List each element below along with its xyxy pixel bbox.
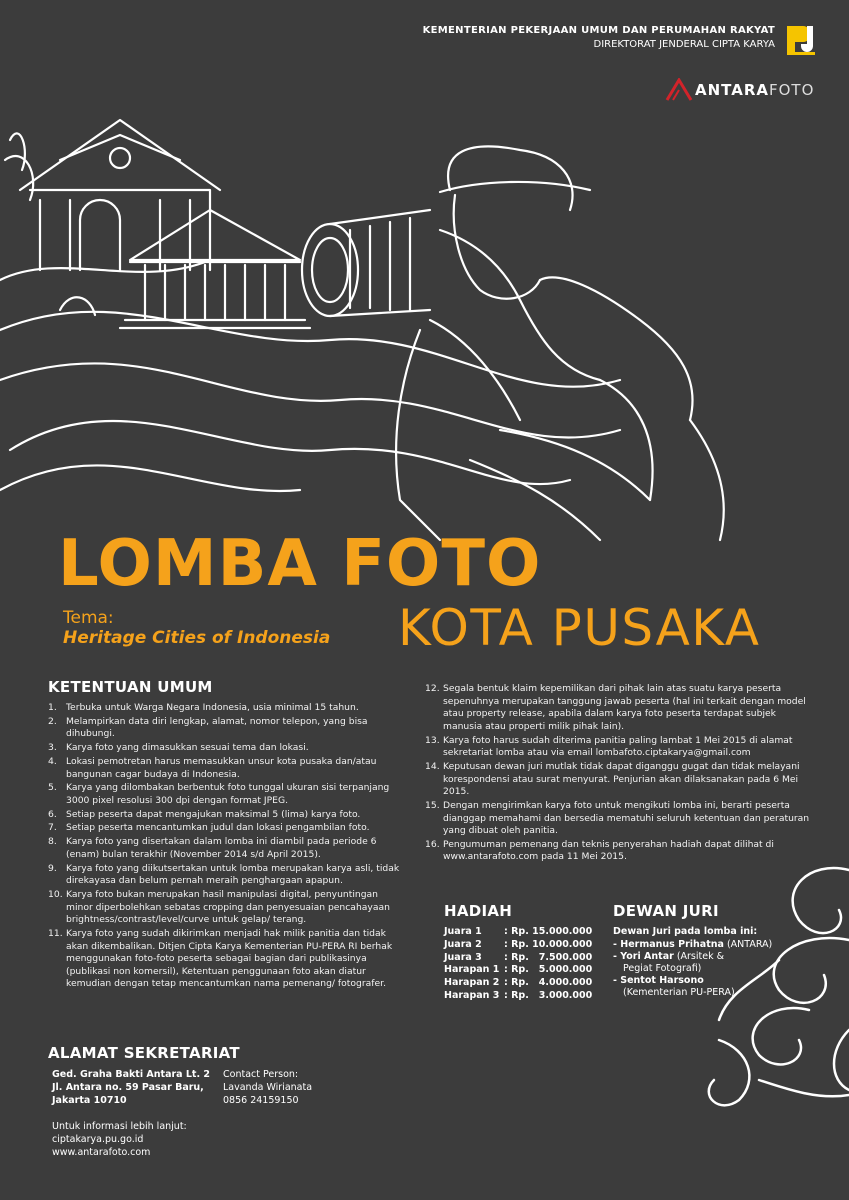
rule-item xyxy=(425,800,817,838)
jury-member-affiliation: (Kementerian PU-PERA) xyxy=(623,986,735,998)
prize-row xyxy=(444,926,614,939)
rules-list-right xyxy=(425,683,817,864)
rule-item xyxy=(48,782,406,807)
rule-number: 3. xyxy=(48,742,57,754)
theme-label: Tema: xyxy=(63,608,114,628)
secretariat-heading: ALAMAT SEKRETARIAT xyxy=(48,1044,240,1062)
directorate-name: DIREKTORAT JENDERAL CIPTA KARYA xyxy=(593,39,775,50)
rule-item xyxy=(48,863,406,888)
cloud-ornament xyxy=(659,850,849,1110)
jury-member-name: - Sentot Harsono xyxy=(613,974,704,986)
rules-column-right xyxy=(425,683,817,865)
rule-number: 13. xyxy=(425,734,440,746)
jury-heading: DEWAN JURI xyxy=(613,902,719,920)
address-line: Ged. Graha Bakti Antara Lt. 2 xyxy=(52,1069,210,1080)
prizes-section xyxy=(444,902,614,1003)
rule-number: 14. xyxy=(425,760,440,772)
rule-text: Karya foto yang sudah dikirimkan menjadi hak milik panitia dan tidak akan dikembalikan. Ditjen Cipta Karya Kementerian PU-PERA RI berhak menggunakan foto-foto peserta sebagai bagian dari publikasinya (publikasi non komersil), Ketentuan penggunaan foto akan diatur kemudian dengan tetap mencantumkan nama pemenang/ fotografer. xyxy=(66,927,393,990)
rule-text: Karya foto harus sudah diterima panitia paling lambat 1 Mei 2015 di alamat sekretariat lomba atau via email lombafoto.ciptakarya@gmail.com xyxy=(443,734,793,759)
contact-label: Contact Person: xyxy=(223,1069,299,1080)
rule-number: 15. xyxy=(425,799,440,811)
prize-label: Juara 1 xyxy=(444,926,482,937)
prize-label: Juara 2 xyxy=(444,938,482,950)
prize-label: Harapan 1 xyxy=(444,964,500,976)
rule-number: 6. xyxy=(48,808,57,820)
rule-number: 2. xyxy=(48,715,57,727)
rule-number: 1. xyxy=(48,702,57,713)
prize-row xyxy=(444,939,614,952)
rule-text: Keputusan dewan juri mutlak tidak dapat diganggu gugat dan tidak melayani korespondensi atau surat menyurat. Penjurian akan dilaksanakan pada 6 Mei 2015. xyxy=(443,760,800,798)
prize-amount: : Rp. 10.000.000 xyxy=(504,938,593,950)
prizes-table xyxy=(444,926,614,1003)
secretariat-address xyxy=(52,1068,212,1107)
prize-label: Harapan 3 xyxy=(444,989,500,1001)
subtitle-kota-pusaka: KOTA PUSAKA xyxy=(398,599,761,657)
prize-label: Harapan 2 xyxy=(444,977,500,989)
rule-number: 9. xyxy=(48,862,57,874)
contact-name: Lavanda Wirianata xyxy=(223,1082,313,1093)
rule-text: Terbuka untuk Warga Negara Indonesia, usia minimal 15 tahun. xyxy=(66,702,359,713)
jury-member-detail: (Arsitek & xyxy=(673,950,725,962)
rule-text: Setiap peserta mencantumkan judul dan lokasi pengambilan foto. xyxy=(66,822,370,834)
contact-person xyxy=(223,1068,393,1107)
rule-text: Segala bentuk klaim kepemilikan dari pihak lain atas suatu karya peserta sepenuhnya merupakan tanggung jawab peserta (hal ini terkait dengan model atau property release, apabila dalam karya foto peserta terdapat subjek manusia atau properti milik pihak lain). xyxy=(443,683,806,732)
rule-number: 12. xyxy=(425,683,440,694)
header-institution xyxy=(423,24,775,52)
rules-heading: KETENTUAN UMUM xyxy=(48,678,213,696)
main-title: LOMBA FOTO xyxy=(58,527,542,601)
rule-number: 7. xyxy=(48,822,57,834)
rule-text: Melampirkan data diri lengkap, alamat, nomor telepon, yang bisa dihubungi. xyxy=(66,715,368,740)
website-link-ciptakarya[interactable]: ciptakarya.pu.go.id xyxy=(52,1134,144,1145)
rule-text: Karya foto yang disertakan dalam lomba ini diambil pada periode 6 (enam) bulan terakhir (November 2014 s/d April 2015). xyxy=(66,836,377,860)
rule-text: Karya foto yang dimasukkan sesuai tema dan lokasi. xyxy=(66,742,309,754)
rule-text: Pengumuman pemenang dan teknis penyerahan hadiah dapat dilihat di www.antarafoto.com pada 11 Mei 2015. xyxy=(443,838,774,863)
rule-text: Setiap peserta dapat mengajukan maksimal 5 (lima) karya foto. xyxy=(66,808,361,820)
rule-number: 11. xyxy=(48,927,63,939)
jury-member-name: - Yori Antar xyxy=(613,950,674,962)
prize-amount: : Rp. 7.500.000 xyxy=(504,951,593,963)
prize-row xyxy=(444,964,614,977)
prizes-heading: HADIAH xyxy=(444,902,513,920)
rule-text: Lokasi pemotretan harus memasukkan unsur kota pusaka dan/atau bangunan cagar budaya di Indonesia. xyxy=(66,755,377,780)
address-line: Jakarta 10710 xyxy=(52,1095,127,1106)
pu-logo xyxy=(783,22,819,58)
ministry-name: KEMENTERIAN PEKERJAAN UMUM DAN PERUMAHAN RAKYAT xyxy=(422,25,775,36)
prize-amount: : Rp. 5.000.000 xyxy=(504,964,593,976)
prize-row xyxy=(444,952,614,965)
more-info-label: Untuk informasi lebih lanjut: xyxy=(52,1121,187,1132)
rules-list-left xyxy=(48,702,406,991)
rule-text: Karya foto yang diikutsertakan untuk lomba merupakan karya asli, tidak direkayasa dan belum pernah meraih penghargaan apapun. xyxy=(66,862,400,887)
rule-number: 5. xyxy=(48,782,57,794)
secretariat-section xyxy=(48,1044,408,1158)
antara-logo-text: ANTARAFOTO xyxy=(695,81,815,99)
rule-number: 10. xyxy=(48,889,63,900)
rule-item xyxy=(425,683,817,733)
rule-text: Karya yang dilombakan berbentuk foto tunggal ukuran sisi terpanjang 3000 pixel resolusi 300 dpi dengan format JPEG. xyxy=(66,782,390,806)
photographer-heritage-illustration xyxy=(0,80,849,550)
rule-item xyxy=(48,809,406,822)
prize-row xyxy=(444,990,614,1003)
prize-amount: : Rp. 3.000.000 xyxy=(504,989,593,1001)
rule-item xyxy=(48,928,406,991)
prize-label: Juara 3 xyxy=(444,951,482,963)
rules-column-left xyxy=(48,678,406,992)
rule-number: 8. xyxy=(48,836,57,848)
contact-phone: 0856 24159150 xyxy=(223,1095,299,1106)
rule-number: 16. xyxy=(425,838,440,850)
more-info xyxy=(52,1120,352,1159)
prize-row xyxy=(444,977,614,990)
jury-member-affiliation: Pegiat Fotografi) xyxy=(623,962,702,974)
rule-item xyxy=(48,836,406,861)
prize-amount: : Rp. 15.000.000 xyxy=(504,926,593,937)
website-link-antarafoto[interactable]: www.antarafoto.com xyxy=(52,1147,151,1158)
rule-item xyxy=(48,889,406,927)
rule-item xyxy=(48,756,406,781)
rule-item xyxy=(425,735,817,760)
jury-intro: Dewan Juri pada lomba ini: xyxy=(613,926,758,937)
rule-item xyxy=(48,702,406,715)
rule-item xyxy=(48,822,406,835)
rule-item xyxy=(48,742,406,755)
theme-value: Heritage Cities of Indonesia xyxy=(63,628,331,648)
rule-item xyxy=(48,716,406,741)
jury-member-name: - Hermanus Prihatna xyxy=(613,938,724,950)
prize-amount: : Rp. 4.000.000 xyxy=(504,977,593,989)
rule-text: Dengan mengirimkan karya foto untuk mengikuti lomba ini, berarti peserta dianggap memahami dan bersedia mematuhi seluruh ketentuan dan peraturan yang dibuat oleh panitia. xyxy=(443,799,810,837)
address-line: Jl. Antara no. 59 Pasar Baru, xyxy=(52,1082,204,1093)
rule-number: 4. xyxy=(48,755,57,767)
rule-item xyxy=(425,761,817,799)
rule-text: Karya foto bukan merupakan hasil manipulasi digital, penyuntingan minor diperbolehkan sebatas cropping dan penyesuaian pencahayaan brightness/contrast/level/curve untuk gelap/ terang. xyxy=(66,889,390,926)
jury-member-detail: (ANTARA) xyxy=(723,938,773,950)
